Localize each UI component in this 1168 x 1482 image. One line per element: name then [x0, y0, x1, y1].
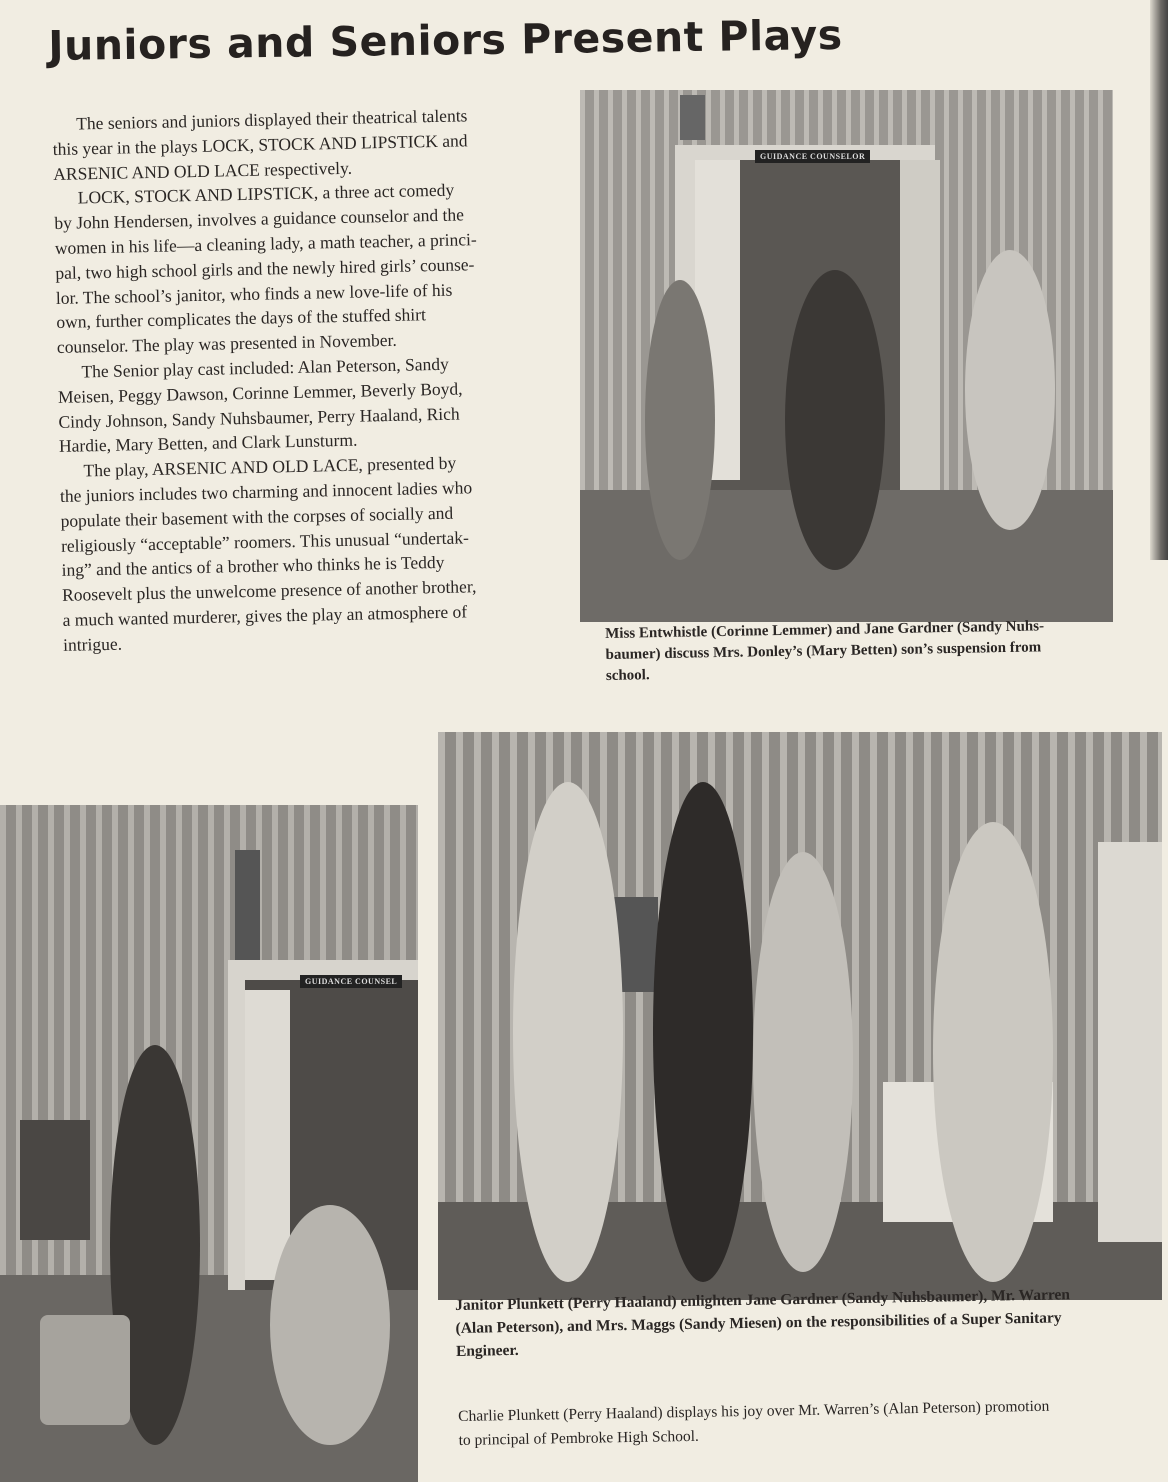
article-line: intrigue.	[62, 633, 123, 655]
caption-bottom-left-photo	[458, 1395, 1050, 1453]
photo-play-scene-guidance-office	[580, 90, 1113, 622]
caption-line: Janitor Plunkett (Perry Haaland) enlighten Jane Gardner (Sandy Nuhsbaumer), Mr. Warren	[455, 1286, 1071, 1314]
guidance-counselor-sign: GUIDANCE COUNSELOR	[755, 150, 870, 163]
page-edge-shadow	[1150, 0, 1168, 560]
article-line: ARSENIC AND OLD LACE respectively.	[53, 157, 353, 184]
article-line: LOCK, STOCK AND LIPSTICK, a three act comedy	[77, 179, 455, 208]
photo-charlie-kneeling	[0, 805, 418, 1482]
photo-janitor-plunkett-scene	[438, 732, 1162, 1300]
article-body	[52, 101, 583, 657]
caption-line: to principal of Pembroke High School.	[458, 1427, 699, 1449]
article-line: this year in the plays LOCK, STOCK AND LIPSTICK and	[52, 130, 468, 159]
caption-line: Miss Entwhistle (Corinne Lemmer) and Jane Gardner (Sandy Nuhs-	[605, 618, 1045, 642]
photo-graphic	[580, 90, 1113, 622]
article-line: The play, ARSENIC AND OLD LACE, presented by	[83, 452, 457, 481]
caption-line: baumer) discuss Mrs. Donley’s (Mary Betten) son’s suspension from	[605, 639, 1042, 663]
article-line: religiously “acceptable” roomers. This unusual “undertak-	[60, 526, 470, 556]
article-line: populate their basement with the corpses of socially and	[60, 502, 454, 531]
article-line: lor. The school’s janitor, who finds a new love-life of his	[55, 279, 453, 308]
article-line: Roosevelt plus the unwelcome presence of another brother,	[61, 576, 477, 606]
article-line: women in his life—a cleaning lady, a math teacher, a princi-	[54, 229, 477, 258]
article-line: a much wanted murderer, gives the play an atmosphere of	[62, 601, 468, 630]
article-line: the juniors includes two charming and innocent ladies who	[59, 477, 473, 506]
caption-line: (Alan Peterson), and Mrs. Maggs (Sandy Miesen) on the responsibilities of a Super Sanitary	[455, 1309, 1062, 1337]
photo-graphic	[0, 805, 418, 1482]
article-line: Cindy Johnson, Sandy Nuhsbaumer, Perry Haaland, Rich	[58, 403, 460, 432]
article-line: ing” and the antics of a brother who thinks he is Teddy	[61, 552, 445, 581]
caption-top-right	[605, 616, 1045, 687]
article-line: The seniors and juniors displayed their theatrical talents	[76, 105, 468, 134]
guidance-counselor-sign: GUIDANCE COUNSEL	[300, 975, 402, 988]
caption-line: Engineer.	[455, 1341, 519, 1360]
article-line: by John Hendersen, involves a guidance counselor and the	[54, 204, 465, 234]
article-line: The Senior play cast included: Alan Peterson, Sandy	[81, 353, 450, 382]
article-line: counselor. The play was presented in November.	[56, 330, 397, 358]
article-line: pal, two high school girls and the newly hired girls’ counse-	[55, 253, 475, 283]
page-title: Juniors and Seniors Present Plays	[48, 10, 843, 70]
caption-bottom-right	[455, 1283, 1071, 1363]
article-line: Meisen, Peggy Dawson, Corinne Lemmer, Beverly Boyd,	[57, 378, 463, 407]
caption-line: school.	[605, 667, 650, 684]
photo-graphic	[438, 732, 1162, 1300]
article-line: own, further complicates the days of the stuffed shirt	[56, 304, 427, 333]
caption-line: Charlie Plunkett (Perry Haaland) displays his joy over Mr. Warren’s (Alan Peterson) promotion	[458, 1397, 1050, 1425]
article-line: Hardie, Mary Betten, and Clark Lunsturm.	[58, 430, 358, 457]
